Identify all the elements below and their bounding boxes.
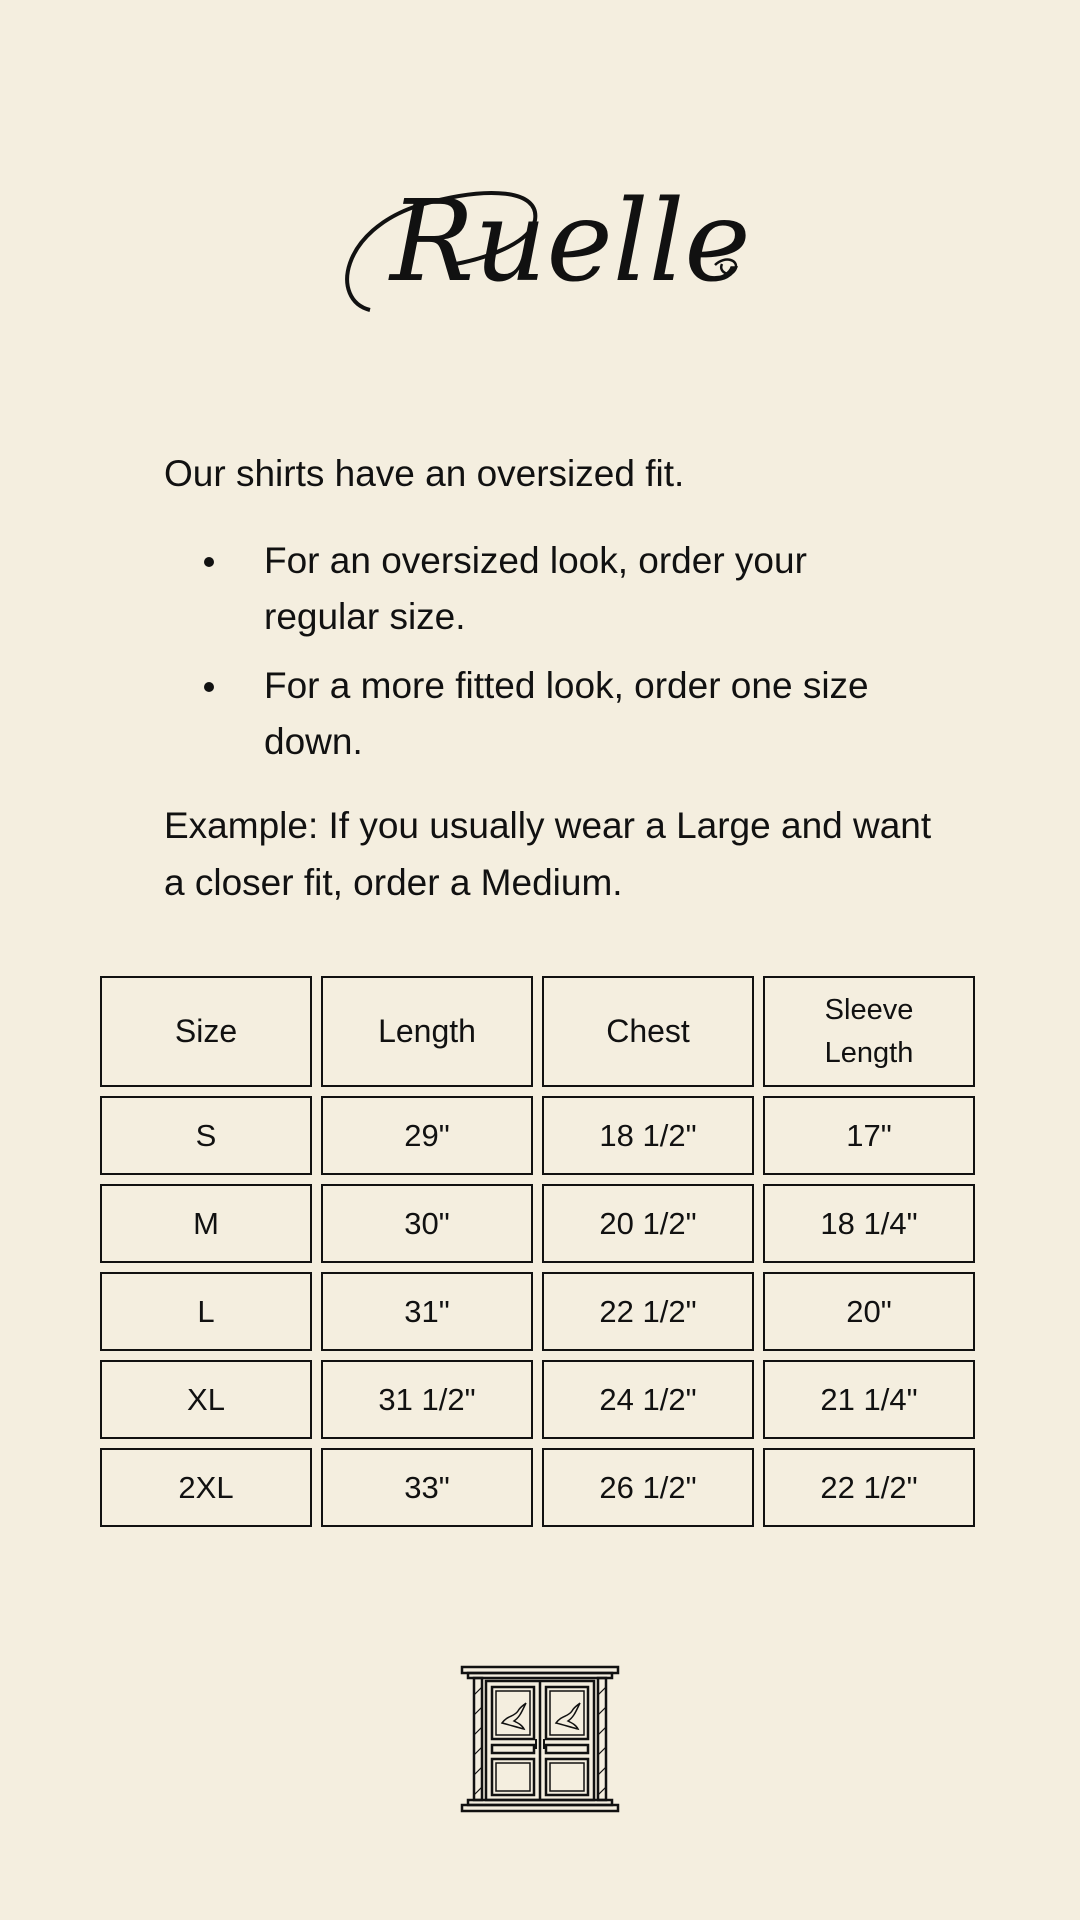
- cell-chest: 20 1/2": [542, 1184, 754, 1263]
- fit-advice-list: [164, 533, 924, 783]
- table-row: [100, 1272, 975, 1351]
- brand-logo: [330, 160, 750, 330]
- list-item: [164, 533, 924, 645]
- cell-length: 31 1/2": [321, 1360, 533, 1439]
- cell-length: 30": [321, 1184, 533, 1263]
- cell-chest: 22 1/2": [542, 1272, 754, 1351]
- cell-length: 29": [321, 1096, 533, 1175]
- list-item: [164, 658, 924, 770]
- door-with-doves-icon: [460, 1665, 620, 1815]
- table-header-row: [100, 976, 975, 1087]
- list-item-text: For a more fitted look, order one size down.: [264, 665, 869, 762]
- table-row: [100, 1184, 975, 1263]
- fit-intro: Our shirts have an oversized fit.: [164, 453, 685, 494]
- cell-length: 33": [321, 1448, 533, 1527]
- table-row: [100, 1448, 975, 1527]
- cell-chest: 24 1/2": [542, 1360, 754, 1439]
- logo-wordmark: [330, 160, 750, 330]
- size-chart-table: [91, 967, 984, 1536]
- cell-chest: 26 1/2": [542, 1448, 754, 1527]
- cell-size: M: [100, 1184, 312, 1263]
- header-chest: Chest: [542, 976, 754, 1087]
- cell-size: 2XL: [100, 1448, 312, 1527]
- cell-size: S: [100, 1096, 312, 1175]
- cell-sleeve: 20": [763, 1272, 975, 1351]
- table-row: [100, 1360, 975, 1439]
- bullet-icon: [204, 682, 214, 692]
- cell-size: L: [100, 1272, 312, 1351]
- cell-sleeve: 18 1/4": [763, 1184, 975, 1263]
- header-length: Length: [321, 976, 533, 1087]
- header-size: Size: [100, 976, 312, 1087]
- header-sleeve-length-text: Sleeve Length: [824, 993, 914, 1069]
- cell-sleeve: 17": [763, 1096, 975, 1175]
- table-row: [100, 1096, 975, 1175]
- logo-text: Ruelle: [390, 177, 750, 307]
- list-item-text: For an oversized look, order your regular size.: [264, 540, 807, 637]
- cell-size: XL: [100, 1360, 312, 1439]
- cell-sleeve: 21 1/4": [763, 1360, 975, 1439]
- sizing-example: Example: If you usually wear a Large and want a closer fit, order a Medium.: [164, 805, 932, 903]
- cell-length: 31": [321, 1272, 533, 1351]
- bullet-icon: [204, 557, 214, 567]
- cell-chest: 18 1/2": [542, 1096, 754, 1175]
- cell-sleeve: 22 1/2": [763, 1448, 975, 1527]
- header-sleeve-length: [763, 976, 975, 1087]
